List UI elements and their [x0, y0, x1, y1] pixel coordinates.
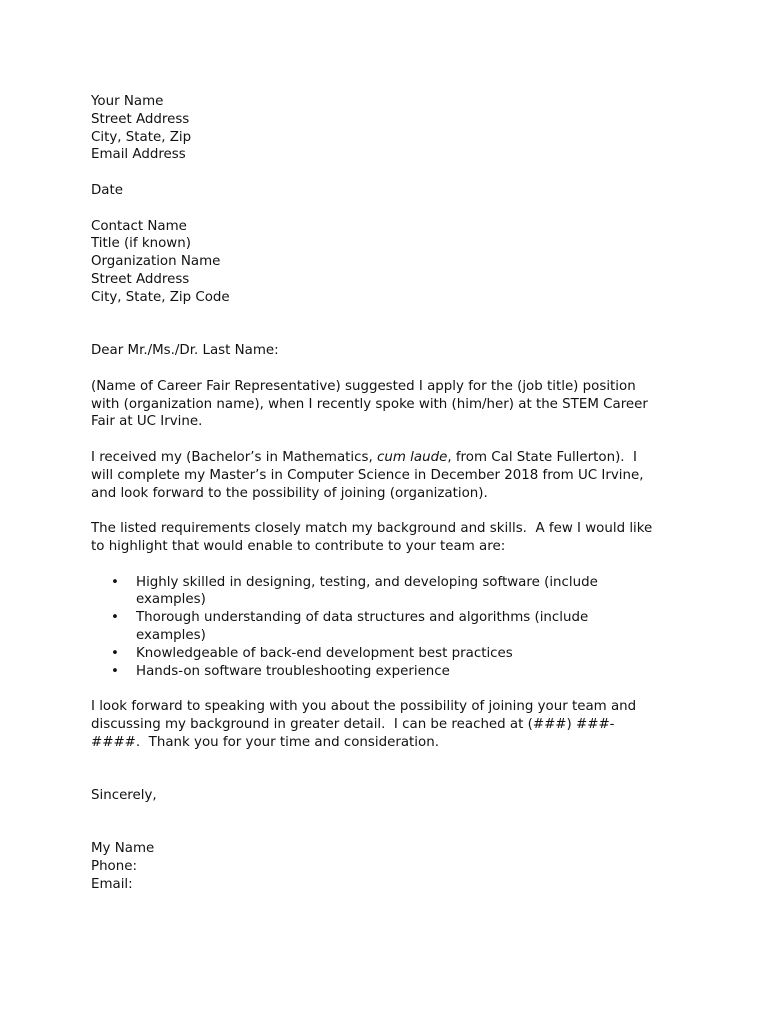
bullet-icon: •: [111, 645, 119, 661]
paragraph-requirements: [91, 520, 691, 556]
paragraph-line: Fair at UC Irvine.: [91, 414, 203, 430]
bullet-icon: •: [111, 663, 119, 679]
list-item-text: examples): [136, 627, 206, 643]
letter-page: [91, 93, 691, 894]
list-item-text: Highly skilled in designing, testing, and developing software (include: [136, 574, 598, 590]
sender-email: Email Address: [91, 147, 186, 163]
sender-city: City, State, Zip: [91, 129, 192, 145]
sender-street: Street Address: [91, 111, 190, 127]
list-item-text: Hands-on software troubleshooting experience: [136, 663, 450, 679]
list-item: [91, 609, 636, 645]
letter-date: Date: [91, 182, 124, 198]
bullet-icon: •: [111, 610, 119, 626]
recipient-organization: Organization Name: [91, 254, 221, 270]
skills-list: [91, 574, 691, 681]
paragraph-line: The listed requirements closely match my background and skills. A few I would like: [91, 521, 653, 537]
signature-block: [91, 840, 691, 893]
paragraph-line: to highlight that would enable to contribute to your team are:: [91, 538, 506, 554]
signature-email: Email:: [91, 877, 133, 893]
closing: Sincerely,: [91, 788, 157, 804]
education-text: I received my (Bachelor’s in Mathematics,: [91, 449, 378, 465]
paragraph-line: discussing my background in greater detail. I can be reached at (###) ###-: [91, 716, 615, 732]
signature-name: My Name: [91, 841, 155, 857]
list-item: [91, 574, 636, 610]
latin-honor: cum laude: [377, 449, 448, 465]
recipient-title: Title (if known): [91, 236, 191, 252]
list-item-text: examples): [136, 592, 206, 608]
bullet-icon: •: [111, 574, 119, 590]
recipient-street: Street Address: [91, 271, 190, 287]
paragraph-line: [91, 449, 691, 467]
salutation: Dear Mr./Ms./Dr. Last Name:: [91, 343, 279, 359]
paragraph-line: and look forward to the possibility of joining (organization).: [91, 485, 488, 501]
recipient-block: [91, 218, 691, 307]
paragraph-referral: [91, 378, 691, 431]
paragraph-line: with (organization name), when I recently spoke with (him/her) at the STEM Career: [91, 396, 648, 412]
signature-phone: Phone:: [91, 859, 137, 875]
sender-block: [91, 93, 691, 164]
paragraph-line: ####. Thank you for your time and consideration.: [91, 734, 439, 750]
sender-name: Your Name: [91, 94, 164, 109]
paragraph-line: I look forward to speaking with you about the possibility of joining your team and: [91, 699, 637, 715]
recipient-city: City, State, Zip Code: [91, 289, 230, 305]
paragraph-line: (Name of Career Fair Representative) suggested I apply for the (job title) position: [91, 378, 636, 394]
paragraph-education: [91, 449, 691, 502]
paragraph-line: will complete my Master’s in Computer Science in December 2018 from UC Irvine,: [91, 467, 644, 483]
list-item-text: Thorough understanding of data structures and algorithms (include: [136, 610, 589, 626]
list-item: [91, 663, 636, 681]
list-item: [91, 645, 636, 663]
education-text: , from Cal State Fullerton). I: [447, 449, 638, 465]
list-item-text: Knowledgeable of back-end development best practices: [136, 645, 513, 661]
paragraph-closing: [91, 698, 691, 751]
recipient-contact: Contact Name: [91, 218, 187, 234]
